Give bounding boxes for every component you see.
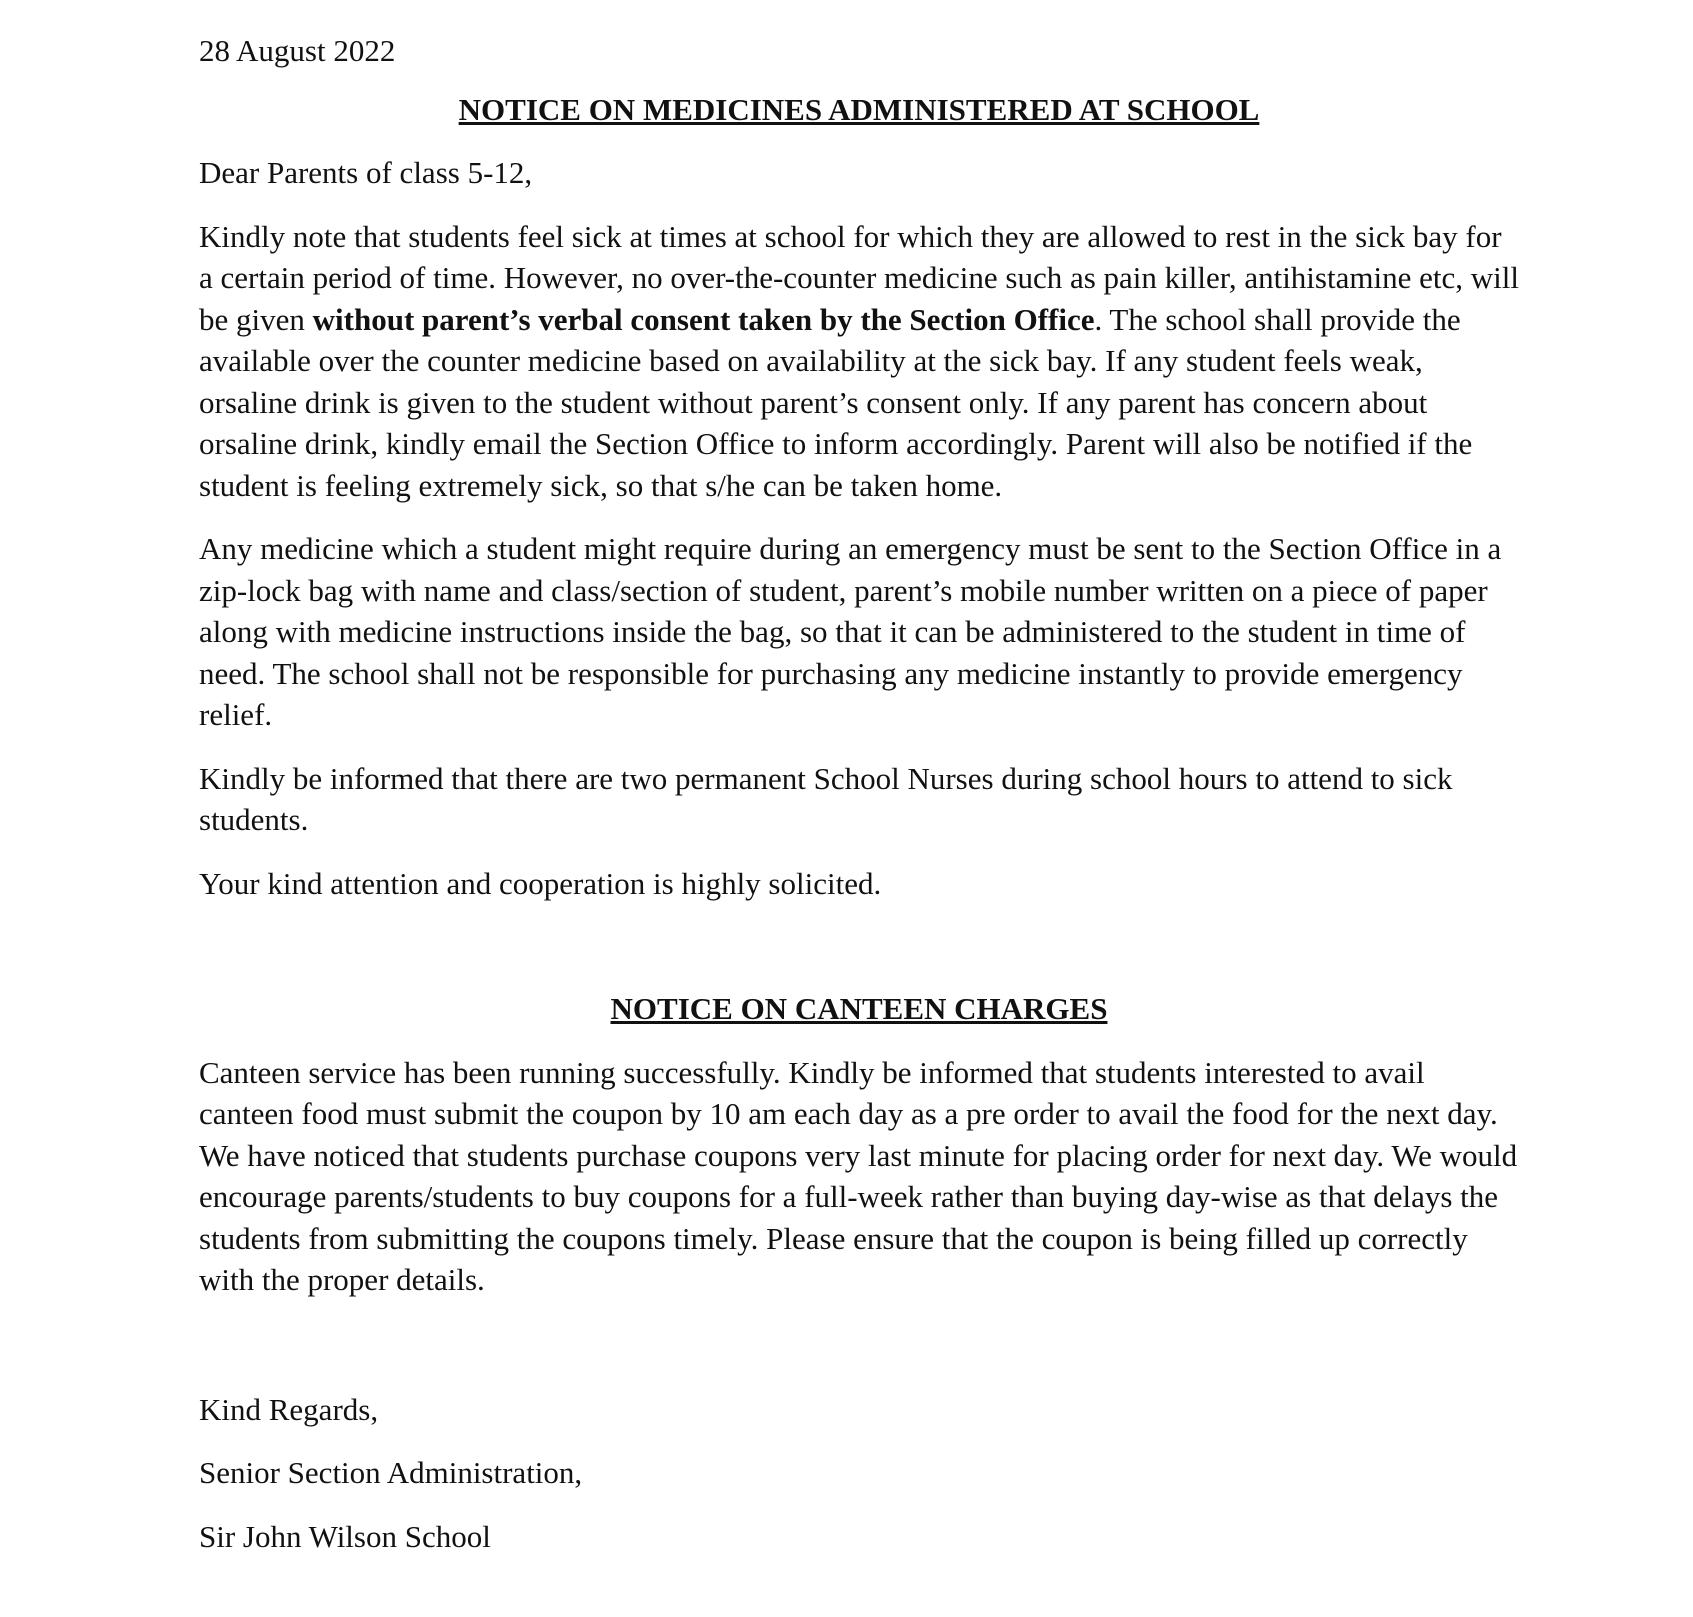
medicines-paragraph-1-text-b: . The school shall provide the available over the counter medicine based on availability at the sick bay. If any student feels weak, orsaline drink is given to the student without parent’s consent only. If any parent has concern about orsaline drink, kindly email the Section Office to inform accordingly. Parent will also be notified if the student is feeling extremely sick, so that s/he can be taken home. [199, 301, 1473, 503]
closing-department: Senior Section Administration, [199, 1455, 583, 1490]
canteen-notice-heading: NOTICE ON CANTEEN CHARGES [610, 991, 1108, 1026]
medicines-paragraph-4: Your kind attention and cooperation is highly solicited. [199, 865, 882, 901]
notice-date: 28 August 2022 [199, 33, 396, 68]
medicines-paragraph-1 [199, 216, 1519, 507]
salutation: Dear Parents of class 5-12, [199, 155, 533, 190]
medicines-paragraph-2: Any medicine which a student might require during an emergency must be sent to the Section Office in a zip-lock bag with name and class/section of student, parent’s mobile number written on a piece of paper along with medicine instructions inside the bag, so that it can be administered to the student in time of need. The school shall not be responsible for purchasing any medicine instantly to provide emergency relief. [199, 531, 1502, 732]
medicines-paragraph-3: Kindly be informed that there are two permanent School Nurses during school hours to attend to sick students. [199, 760, 1453, 837]
closing-block [199, 1389, 1519, 1558]
closing-regards: Kind Regards, [199, 1391, 379, 1427]
notice-document [199, 30, 1519, 1579]
canteen-paragraph: Canteen service has been running successfully. Kindly be informed that students interested to avail canteen food must submit the coupon by 10 am each day as a pre order to avail the food for the next day. We have noticed that students purchase coupons very last minute for placing order for next day. We would encourage parents/students to buy coupons for a full-week rather than buying day-wise as that delays the students from submitting the coupons timely. Please ensure that the coupon is being filled up correctly with the proper details. [199, 1054, 1518, 1297]
closing-school: Sir John Wilson School [199, 1518, 491, 1554]
medicines-paragraph-1-text-a: Kindly note that students feel sick at times at school for which they are allowed to rest in the sick bay for a certain period of time. However, no over-the-counter medicine such as pain killer, antihistamine etc, will be given [199, 218, 1519, 337]
consent-emphasis: without parent’s verbal consent taken by the Section Office [312, 301, 1095, 337]
medicines-notice-heading: NOTICE ON MEDICINES ADMINISTERED AT SCHOOL [458, 91, 1260, 127]
